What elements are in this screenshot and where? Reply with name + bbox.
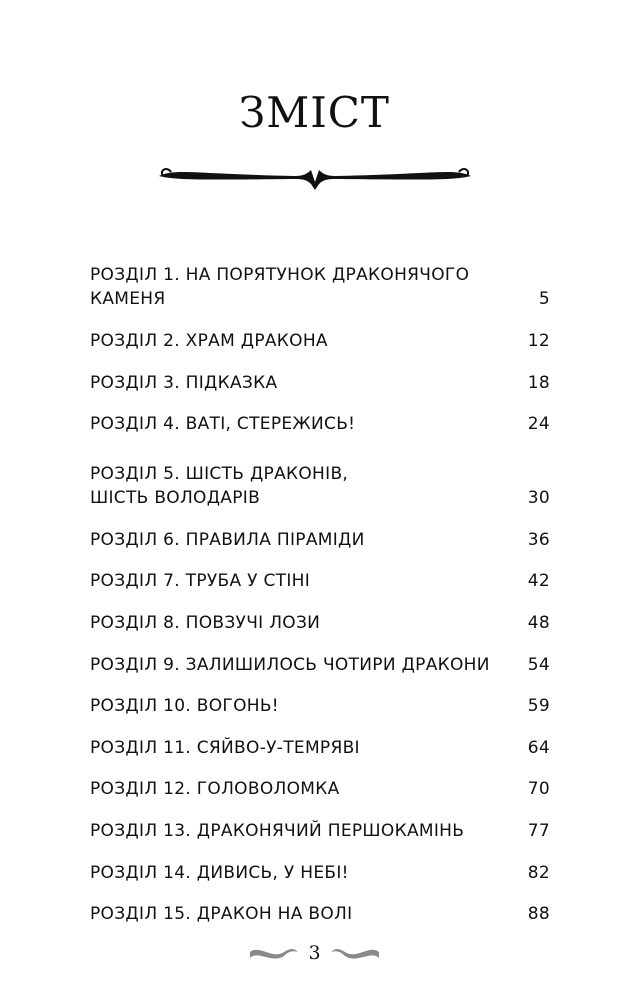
toc-entry-page: 18	[527, 372, 550, 393]
toc-entry-page: 82	[527, 862, 550, 883]
toc-entry-page: 48	[527, 612, 550, 633]
toc-entry-page: 36	[527, 529, 550, 550]
toc-entry	[90, 369, 550, 395]
toc-entry-page: 30	[527, 487, 550, 508]
toc-entry	[90, 900, 550, 926]
toc-entry-title: РОЗДІЛ 13. ДРАКОНЯЧИЙ ПЕРШОКАМІНЬ	[90, 820, 465, 841]
toc-entry	[90, 452, 550, 510]
toc-entry-page: 64	[527, 737, 550, 758]
toc-entry-page: 12	[527, 331, 550, 351]
toc-entry-title: РОЗДІЛ 5. ШІСТЬ ДРАКОНІВ, ШІСТЬ ВОЛОДАРІВ	[90, 463, 349, 508]
toc-entry	[90, 410, 550, 436]
toc-entry-page: 59	[527, 696, 550, 717]
toc-entry	[90, 253, 550, 311]
toc-entry-page: 88	[527, 904, 550, 925]
toc-entry-title: РОЗДІЛ 7. ТРУБА У СТІНІ	[90, 571, 311, 592]
toc-entry-page: 54	[527, 654, 550, 675]
page-number: 3	[308, 942, 321, 964]
toc-entry	[90, 526, 550, 552]
toc-entry-title: РОЗДІЛ 10. ВОГОНЬ!	[90, 696, 279, 717]
toc-entry-page: 24	[527, 414, 550, 435]
toc-entry-title: РОЗДІЛ 6. ПРАВИЛА ПІРАМІДИ	[90, 529, 365, 550]
toc-entry-page: 77	[527, 820, 550, 841]
toc-entry-title: РОЗДІЛ 12. ГОЛОВОЛОМКА	[90, 779, 340, 800]
toc-entry	[90, 859, 550, 885]
toc-entry-page: 70	[527, 779, 550, 800]
toc-entry-title: РОЗДІЛ 11. СЯЙВО-У-ТЕМРЯВІ	[90, 737, 360, 758]
toc-entry-title: РОЗДІЛ 8. ПОВЗУЧІ ЛОЗИ	[90, 612, 321, 633]
page-title: ЗМІСТ	[239, 88, 390, 137]
toc-entry-title: РОЗДІЛ 4. ВАТІ, СТЕРЕЖИСЬ!	[90, 414, 356, 435]
toc-entry-title: РОЗДІЛ 2. ХРАМ ДРАКОНА	[90, 331, 328, 351]
toc-entry	[90, 327, 550, 353]
toc-entry-title: РОЗДІЛ 15. ДРАКОН НА ВОЛІ	[90, 904, 353, 925]
toc-entry	[90, 609, 550, 635]
toc-entry-page: 42	[527, 571, 550, 592]
toc-entry	[90, 775, 550, 801]
toc-entry	[90, 734, 550, 760]
toc-entry-title: РОЗДІЛ 3. ПІДКАЗКА	[90, 372, 278, 393]
toc-entry-title: РОЗДІЛ 1. НА ПОРЯТУНОК ДРАКОНЯЧОГО КАМЕНЯ	[90, 265, 470, 309]
flourish-divider-icon	[155, 160, 475, 192]
toc-entry-page: 5	[538, 289, 550, 309]
toc-entry	[90, 651, 550, 677]
toc-entry	[90, 692, 550, 718]
toc-entry-title: РОЗДІЛ 9. ЗАЛИШИЛОСЬ ЧОТИРИ ДРАКОНИ	[90, 654, 490, 675]
toc-entry	[90, 817, 550, 843]
toc-entry-title: РОЗДІЛ 14. ДИВИСЬ, У НЕБІ!	[90, 862, 349, 883]
table-of-contents	[90, 253, 550, 942]
toc-entry	[90, 567, 550, 593]
